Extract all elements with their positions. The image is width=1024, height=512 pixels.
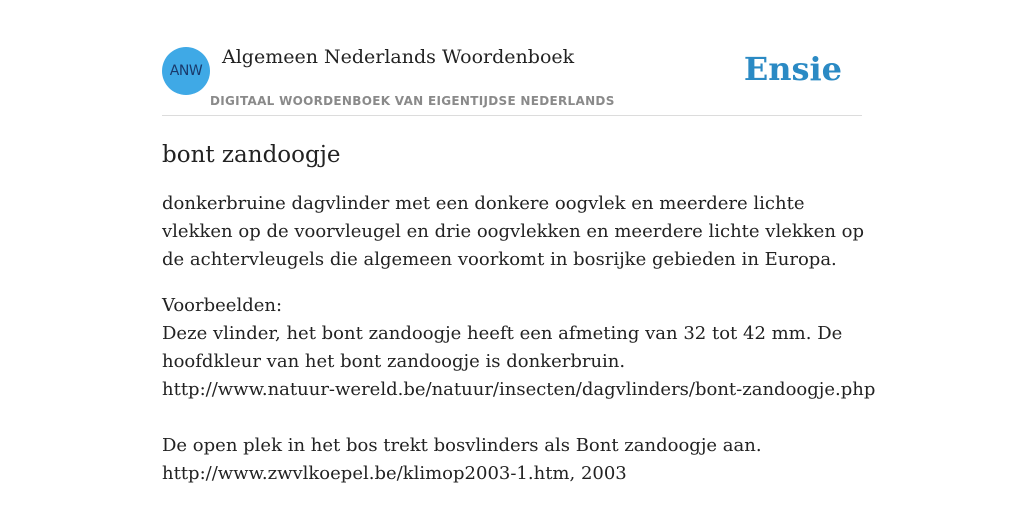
example-2-text: De open plek in het bos trekt bosvlinders als Bont zandoogje aan.: [162, 435, 762, 456]
dictionary-entry: [162, 140, 876, 488]
dictionary-title[interactable]: Algemeen Nederlands Woordenboek: [222, 46, 575, 68]
site-header: [162, 44, 862, 116]
example-1-source: http://www.natuur-wereld.be/natuur/insecten/dagvlinders/bont-zandoogje.php: [162, 379, 876, 400]
examples-section: [162, 292, 876, 488]
definition-text: donkerbruine dagvlinder met een donkere oogvlek en meerdere lichte vlekken op de voorvleugel en drie oogvlekken en meerdere lichte vlekken op de achtervleugels die algemeen voorkomt in bosrijke gebieden in Europa.: [162, 193, 864, 270]
example-2-source: http://www.zwvlkoepel.be/klimop2003-1.htm, 2003: [162, 463, 627, 484]
dictionary-subtitle: DIGITAAL WOORDENBOEK VAN EIGENTIJDSE NEDERLANDS: [210, 94, 615, 108]
anw-logo[interactable]: ANW: [162, 47, 210, 95]
example-divider: [162, 404, 872, 432]
headword: bont zandoogje: [162, 142, 341, 168]
ensie-brand-link[interactable]: Ensie: [743, 50, 842, 88]
examples-label: Voorbeelden:: [162, 295, 283, 316]
example-1-text-continued: hoofdkleur van het bont zandoogje is donkerbruin.: [162, 351, 626, 372]
example-1-text: Deze vlinder, het bont zandoogje heeft een afmeting van 32 tot 42 mm. De: [162, 323, 843, 344]
